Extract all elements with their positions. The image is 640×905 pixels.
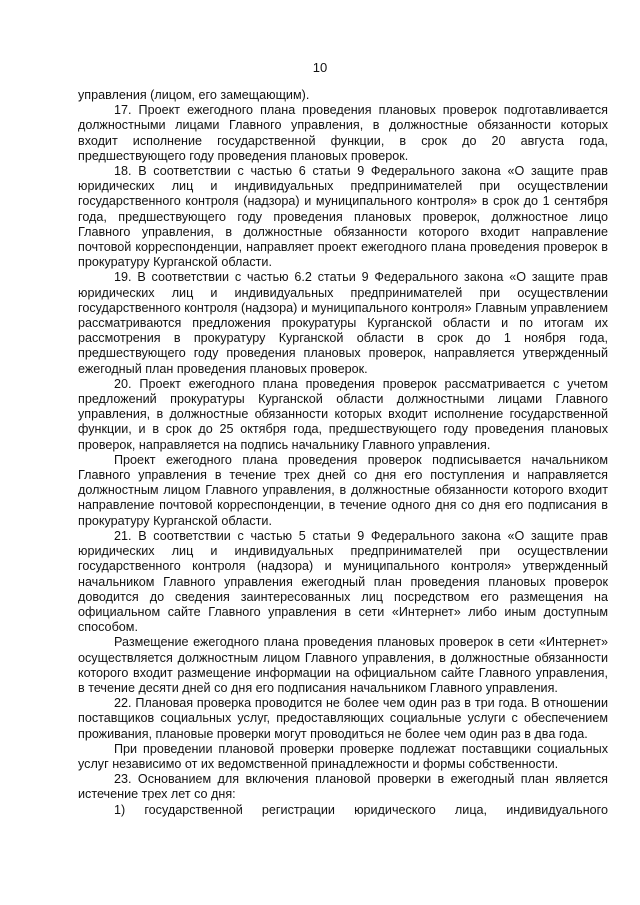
page-number: 10: [312, 60, 328, 75]
paragraph-23-item-1: 1) государственной регистрации юридического лица, индивидуального: [114, 802, 608, 817]
paragraph-20: 20. Проект ежегодного плана проведения проверок рассматривается с учетом предложений прокуратуры Курганской области должностными лицами Главного управления, в должностные обязанности которых входит исполнение государственной функции, и в срок до 25 октября года, предшествующего году проведения плановых проверок, направляется на подпись начальнику Главного управления.: [78, 376, 608, 452]
document-body: [78, 88, 608, 818]
paragraph-17: 17. Проект ежегодного плана проведения плановых проверок подготавливается должностными лицами Главного управления, в должностные обязанности которых входит исполнение государственной функции, в срок до 20 августа года, предшествующего году проведения плановых проверок.: [78, 103, 608, 163]
paragraph-continuation: управления (лицом, его замещающим).: [78, 88, 310, 102]
paragraph-22: 22. Плановая проверка проводится не более чем один раз в три года. В отношении поставщиков социальных услуг, предоставляющих социальные услуги с обеспечением проживания, плановые проверки могут проводиться не более чем один раз в два года.: [78, 696, 608, 741]
paragraph-21-publication: Размещение ежегодного плана проведения плановых проверок в сети «Интернет» осуществляется должностным лицом Главного управления, в должностные обязанности которого входит размещение информации на официальном сайте Главного управления, в течение десяти дней со дня его подписания начальником Главного управления.: [78, 635, 608, 695]
paragraph-22-subjects: При проведении плановой проверки проверке подлежат поставщики социальных услуг независимо от их ведомственной принадлежности и формы собственности.: [78, 741, 608, 771]
paragraph-18: 18. В соответствии с частью 6 статьи 9 Федерального закона «О защите прав юридических лиц и индивидуальных предпринимателей при осуществлении государственного контроля (надзора) и муниципального контроля» в срок до 1 сентября года, предшествующего году проведения плановых проверок, должностное лицо Главного управления, в должностные обязанности которого входит направление почтовой корреспонденции, направляет проект ежегодного плана проведения проверок в прокуратуру Курганской области.: [78, 164, 608, 270]
paragraph-20-signing: Проект ежегодного плана проведения проверок подписывается начальником Главного управления в течение трех дней со дня его поступления и направляется должностным лицом Главного управления, в должностные обязанности которого входит направление почтовой корреспонденции, в течение одного дня со дня его подписания в прокуратуру Курганской области.: [78, 452, 608, 528]
paragraph-19: 19. В соответствии с частью 6.2 статьи 9 Федерального закона «О защите прав юридических лиц и индивидуальных предпринимателей при осуществлении государственного контроля (надзора) и муниципального контроля» Главным управлением рассматриваются предложения прокуратуры Курганской области и по итогам их рассмотрения в прокуратуру Курганской области в срок до 1 ноября года, предшествующего году проведения плановых проверок, направляется утвержденный ежегодный план проведения плановых проверок.: [78, 270, 608, 376]
paragraph-21: 21. В соответствии с частью 5 статьи 9 Федерального закона «О защите прав юридических лиц и индивидуальных предпринимателей при осуществлении государственного контроля (надзора) и муниципального контроля» утвержденный начальником Главного управления ежегодный план проведения плановых проверок доводится до сведения заинтересованных лиц посредством его размещения на официальном сайте Главного управления в сети «Интернет» либо иным доступным способом.: [78, 528, 608, 635]
paragraph-23: 23. Основанием для включения плановой проверки в ежегодный план является истечение трех лет со дня:: [78, 772, 608, 802]
